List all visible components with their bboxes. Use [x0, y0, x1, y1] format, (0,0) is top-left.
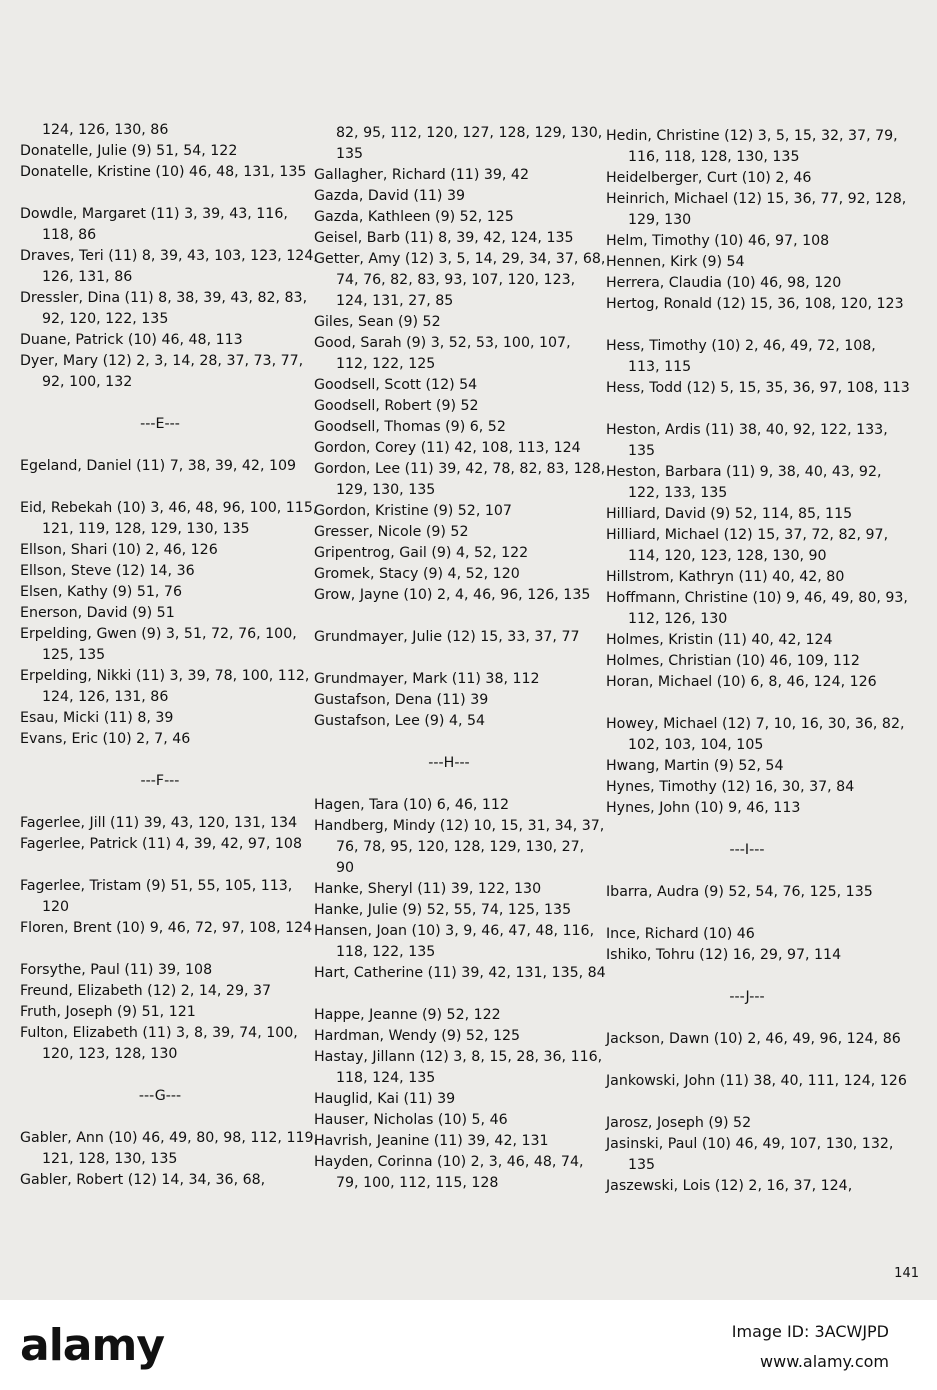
- index-entry: Goodsell, Scott (12) 54: [314, 377, 478, 393]
- index-entry: Hansen, Joan (10) 3, 9, 46, 47, 48, 116, 118, 122, 135: [314, 923, 595, 960]
- index-entry: Hennen, Kirk (9) 54: [606, 254, 745, 270]
- index-entry: Fruth, Joseph (9) 51, 121: [20, 1004, 196, 1020]
- index-entry: Hedin, Christine (12) 3, 5, 15, 32, 37, 79, 116, 118, 128, 130, 135: [606, 128, 898, 165]
- index-entry: Ishiko, Tohru (12) 16, 29, 97, 114: [606, 947, 842, 963]
- index-entry: Holmes, Christian (10) 46, 109, 112: [606, 653, 860, 669]
- index-entry: Hanke, Julie (9) 52, 55, 74, 125, 135: [314, 902, 572, 918]
- index-entry: Hauser, Nicholas (10) 5, 46: [314, 1112, 508, 1128]
- index-entry: Herrera, Claudia (10) 46, 98, 120: [606, 275, 842, 291]
- index-entry: Hoffmann, Christine (10) 9, 46, 49, 80, 93, 112, 126, 130: [606, 590, 908, 627]
- index-entry: Happe, Jeanne (9) 52, 122: [314, 1007, 501, 1023]
- index-entry: Good, Sarah (9) 3, 52, 53, 100, 107, 112, 122, 125: [314, 335, 571, 372]
- index-entry: Heston, Barbara (11) 9, 38, 40, 43, 92, 122, 133, 135: [606, 464, 882, 501]
- alamy-logo: alamy: [20, 1320, 164, 1371]
- index-entry: Floren, Brent (10) 9, 46, 72, 97, 108, 124: [20, 920, 313, 936]
- index-entry: 82, 95, 112, 120, 127, 128, 129, 130, 135: [336, 125, 603, 162]
- index-entry: Elsen, Kathy (9) 51, 76: [20, 584, 182, 600]
- index-entry: Dressler, Dina (11) 8, 38, 39, 43, 82, 83, 92, 120, 122, 135: [20, 290, 308, 327]
- index-entry: Dowdle, Margaret (11) 3, 39, 43, 116, 118, 86: [20, 206, 288, 243]
- index-entry: Fagerlee, Patrick (11) 4, 39, 42, 97, 108: [20, 836, 302, 852]
- index-entry: Giles, Sean (9) 52: [314, 314, 441, 330]
- index-entry: Goodsell, Thomas (9) 6, 52: [314, 419, 506, 435]
- index-entry: Gazda, Kathleen (9) 52, 125: [314, 209, 514, 225]
- index-entry: Heidelberger, Curt (10) 2, 46: [606, 170, 812, 186]
- index-entry: Gordon, Corey (11) 42, 108, 113, 124: [314, 440, 581, 456]
- index-entry: 124, 126, 130, 86: [42, 122, 169, 138]
- index-entry: Evans, Eric (10) 2, 7, 46: [20, 731, 191, 747]
- index-entry: Gazda, David (11) 39: [314, 188, 466, 204]
- index-entry: Hynes, John (10) 9, 46, 113: [606, 800, 801, 816]
- stock-watermark-banner: [0, 1300, 937, 1390]
- index-entry: Hillstrom, Kathryn (11) 40, 42, 80: [606, 569, 845, 585]
- index-entry: Gabler, Ann (10) 46, 49, 80, 98, 112, 119, 121, 128, 130, 135: [20, 1130, 319, 1167]
- index-entry: Hertog, Ronald (12) 15, 36, 108, 120, 123: [606, 296, 904, 312]
- index-entry: Geisel, Barb (11) 8, 39, 42, 124, 135: [314, 230, 574, 246]
- source-url-label: www.alamy.com: [760, 1352, 889, 1371]
- index-entry: Hardman, Wendy (9) 52, 125: [314, 1028, 521, 1044]
- index-entry: Hess, Timothy (10) 2, 46, 49, 72, 108, 113, 115: [606, 338, 876, 375]
- index-entry: Fagerlee, Tristam (9) 51, 55, 105, 113, 120: [20, 878, 293, 915]
- index-entry: Hayden, Corinna (10) 2, 3, 46, 48, 74, 79, 100, 112, 115, 128: [314, 1154, 584, 1191]
- page-number: 141: [894, 1266, 919, 1281]
- index-entry: Holmes, Kristin (11) 40, 42, 124: [606, 632, 833, 648]
- index-entry: Forsythe, Paul (11) 39, 108: [20, 962, 213, 978]
- section-letter-header: ---G---: [138, 1088, 182, 1104]
- index-entry: Gresser, Nicole (9) 52: [314, 524, 469, 540]
- index-entry: Helm, Timothy (10) 46, 97, 108: [606, 233, 830, 249]
- index-entry: Erpelding, Gwen (9) 3, 51, 72, 76, 100, 125, 135: [20, 626, 297, 663]
- index-entry: Dyer, Mary (12) 2, 3, 14, 28, 37, 73, 77, 92, 100, 132: [20, 353, 304, 390]
- index-entry: Gordon, Kristine (9) 52, 107: [314, 503, 512, 519]
- index-entry: Havrish, Jeanine (11) 39, 42, 131: [314, 1133, 549, 1149]
- index-entry: Hanke, Sheryl (11) 39, 122, 130: [314, 881, 542, 897]
- index-entry: Erpelding, Nikki (11) 3, 39, 78, 100, 112, 124, 126, 131, 86: [20, 668, 310, 705]
- index-entry: Grow, Jayne (10) 2, 4, 46, 96, 126, 135: [314, 587, 591, 603]
- index-entry: Draves, Teri (11) 8, 39, 43, 103, 123, 124, 126, 131, 86: [20, 248, 318, 285]
- index-entry: Horan, Michael (10) 6, 8, 46, 124, 126: [606, 674, 877, 690]
- index-entry: Hagen, Tara (10) 6, 46, 112: [314, 797, 509, 813]
- index-entry: Grundmayer, Julie (12) 15, 33, 37, 77: [314, 629, 580, 645]
- index-entry: Egeland, Daniel (11) 7, 38, 39, 42, 109: [20, 458, 297, 474]
- index-entry: Ince, Richard (10) 46: [606, 926, 755, 942]
- index-entry: Gabler, Robert (12) 14, 34, 36, 68,: [20, 1172, 266, 1188]
- index-entry: Handberg, Mindy (12) 10, 15, 31, 34, 37, 76, 78, 95, 120, 128, 129, 130, 27, 90: [314, 818, 605, 876]
- index-entry: Gripentrog, Gail (9) 4, 52, 122: [314, 545, 529, 561]
- section-letter-header: ---I---: [729, 842, 765, 858]
- index-entry: Esau, Micki (11) 8, 39: [20, 710, 174, 726]
- index-entry: Hwang, Martin (9) 52, 54: [606, 758, 784, 774]
- index-entry: Gustafson, Lee (9) 4, 54: [314, 713, 486, 729]
- index-entry: Jaszewski, Lois (12) 2, 16, 37, 124,: [606, 1178, 853, 1194]
- index-entry: Gustafson, Dena (11) 39: [314, 692, 489, 708]
- index-entry: Hart, Catherine (11) 39, 42, 131, 135, 84: [314, 965, 606, 981]
- index-entry: Jasinski, Paul (10) 46, 49, 107, 130, 132, 135: [606, 1136, 894, 1173]
- index-entry: Hauglid, Kai (11) 39: [314, 1091, 456, 1107]
- index-entry: Gromek, Stacy (9) 4, 52, 120: [314, 566, 520, 582]
- index-entry: Donatelle, Julie (9) 51, 54, 122: [20, 143, 238, 159]
- index-entry: Grundmayer, Mark (11) 38, 112: [314, 671, 540, 687]
- section-letter-header: ---J---: [729, 989, 765, 1005]
- index-entry: Ibarra, Audra (9) 52, 54, 76, 125, 135: [606, 884, 873, 900]
- index-entry: Howey, Michael (12) 7, 10, 16, 30, 36, 82, 102, 103, 104, 105: [606, 716, 905, 753]
- index-entry: Ellson, Shari (10) 2, 46, 126: [20, 542, 218, 558]
- index-entry: Hess, Todd (12) 5, 15, 35, 36, 97, 108, 113: [606, 380, 910, 396]
- index-entry: Goodsell, Robert (9) 52: [314, 398, 479, 414]
- section-letter-header: ---F---: [140, 773, 180, 789]
- index-entry: Hilliard, Michael (12) 15, 37, 72, 82, 97, 114, 120, 123, 128, 130, 90: [606, 527, 889, 564]
- index-entry: Hynes, Timothy (12) 16, 30, 37, 84: [606, 779, 855, 795]
- index-entry: Jankowski, John (11) 38, 40, 111, 124, 126: [606, 1073, 907, 1089]
- index-entry: Heston, Ardis (11) 38, 40, 92, 122, 133, 135: [606, 422, 888, 459]
- index-entry: Freund, Elizabeth (12) 2, 14, 29, 37: [20, 983, 272, 999]
- index-entry: Fulton, Elizabeth (11) 3, 8, 39, 74, 100, 120, 123, 128, 130: [20, 1025, 298, 1062]
- index-entry: Duane, Patrick (10) 46, 48, 113: [20, 332, 243, 348]
- index-entry: Heinrich, Michael (12) 15, 36, 77, 92, 128, 129, 130: [606, 191, 907, 228]
- index-entry: Enerson, David (9) 51: [20, 605, 175, 621]
- index-entry: Gallagher, Richard (11) 39, 42: [314, 167, 529, 183]
- section-letter-header: ---H---: [428, 755, 470, 771]
- index-entry: Gordon, Lee (11) 39, 42, 78, 82, 83, 128, 129, 130, 135: [314, 461, 606, 498]
- index-entry: Getter, Amy (12) 3, 5, 14, 29, 34, 37, 68, 74, 76, 82, 83, 93, 107, 120, 123, 124, 131, 27, 85: [314, 251, 606, 309]
- index-entry: Donatelle, Kristine (10) 46, 48, 131, 135: [20, 164, 307, 180]
- index-entry: Jackson, Dawn (10) 2, 46, 49, 96, 124, 86: [606, 1031, 901, 1047]
- section-letter-header: ---E---: [140, 416, 180, 432]
- index-entry: Jarosz, Joseph (9) 52: [606, 1115, 752, 1131]
- index-entry: Fagerlee, Jill (11) 39, 43, 120, 131, 134: [20, 815, 298, 831]
- index-entry: Hilliard, David (9) 52, 114, 85, 115: [606, 506, 853, 522]
- image-id-label: Image ID: 3ACWJPD: [731, 1322, 889, 1341]
- index-entry: Ellson, Steve (12) 14, 36: [20, 563, 195, 579]
- index-entry: Hastay, Jillann (12) 3, 8, 15, 28, 36, 116, 118, 124, 135: [314, 1049, 603, 1086]
- index-entry: Eid, Rebekah (10) 3, 46, 48, 96, 100, 115, 121, 119, 128, 129, 130, 135: [20, 500, 318, 537]
